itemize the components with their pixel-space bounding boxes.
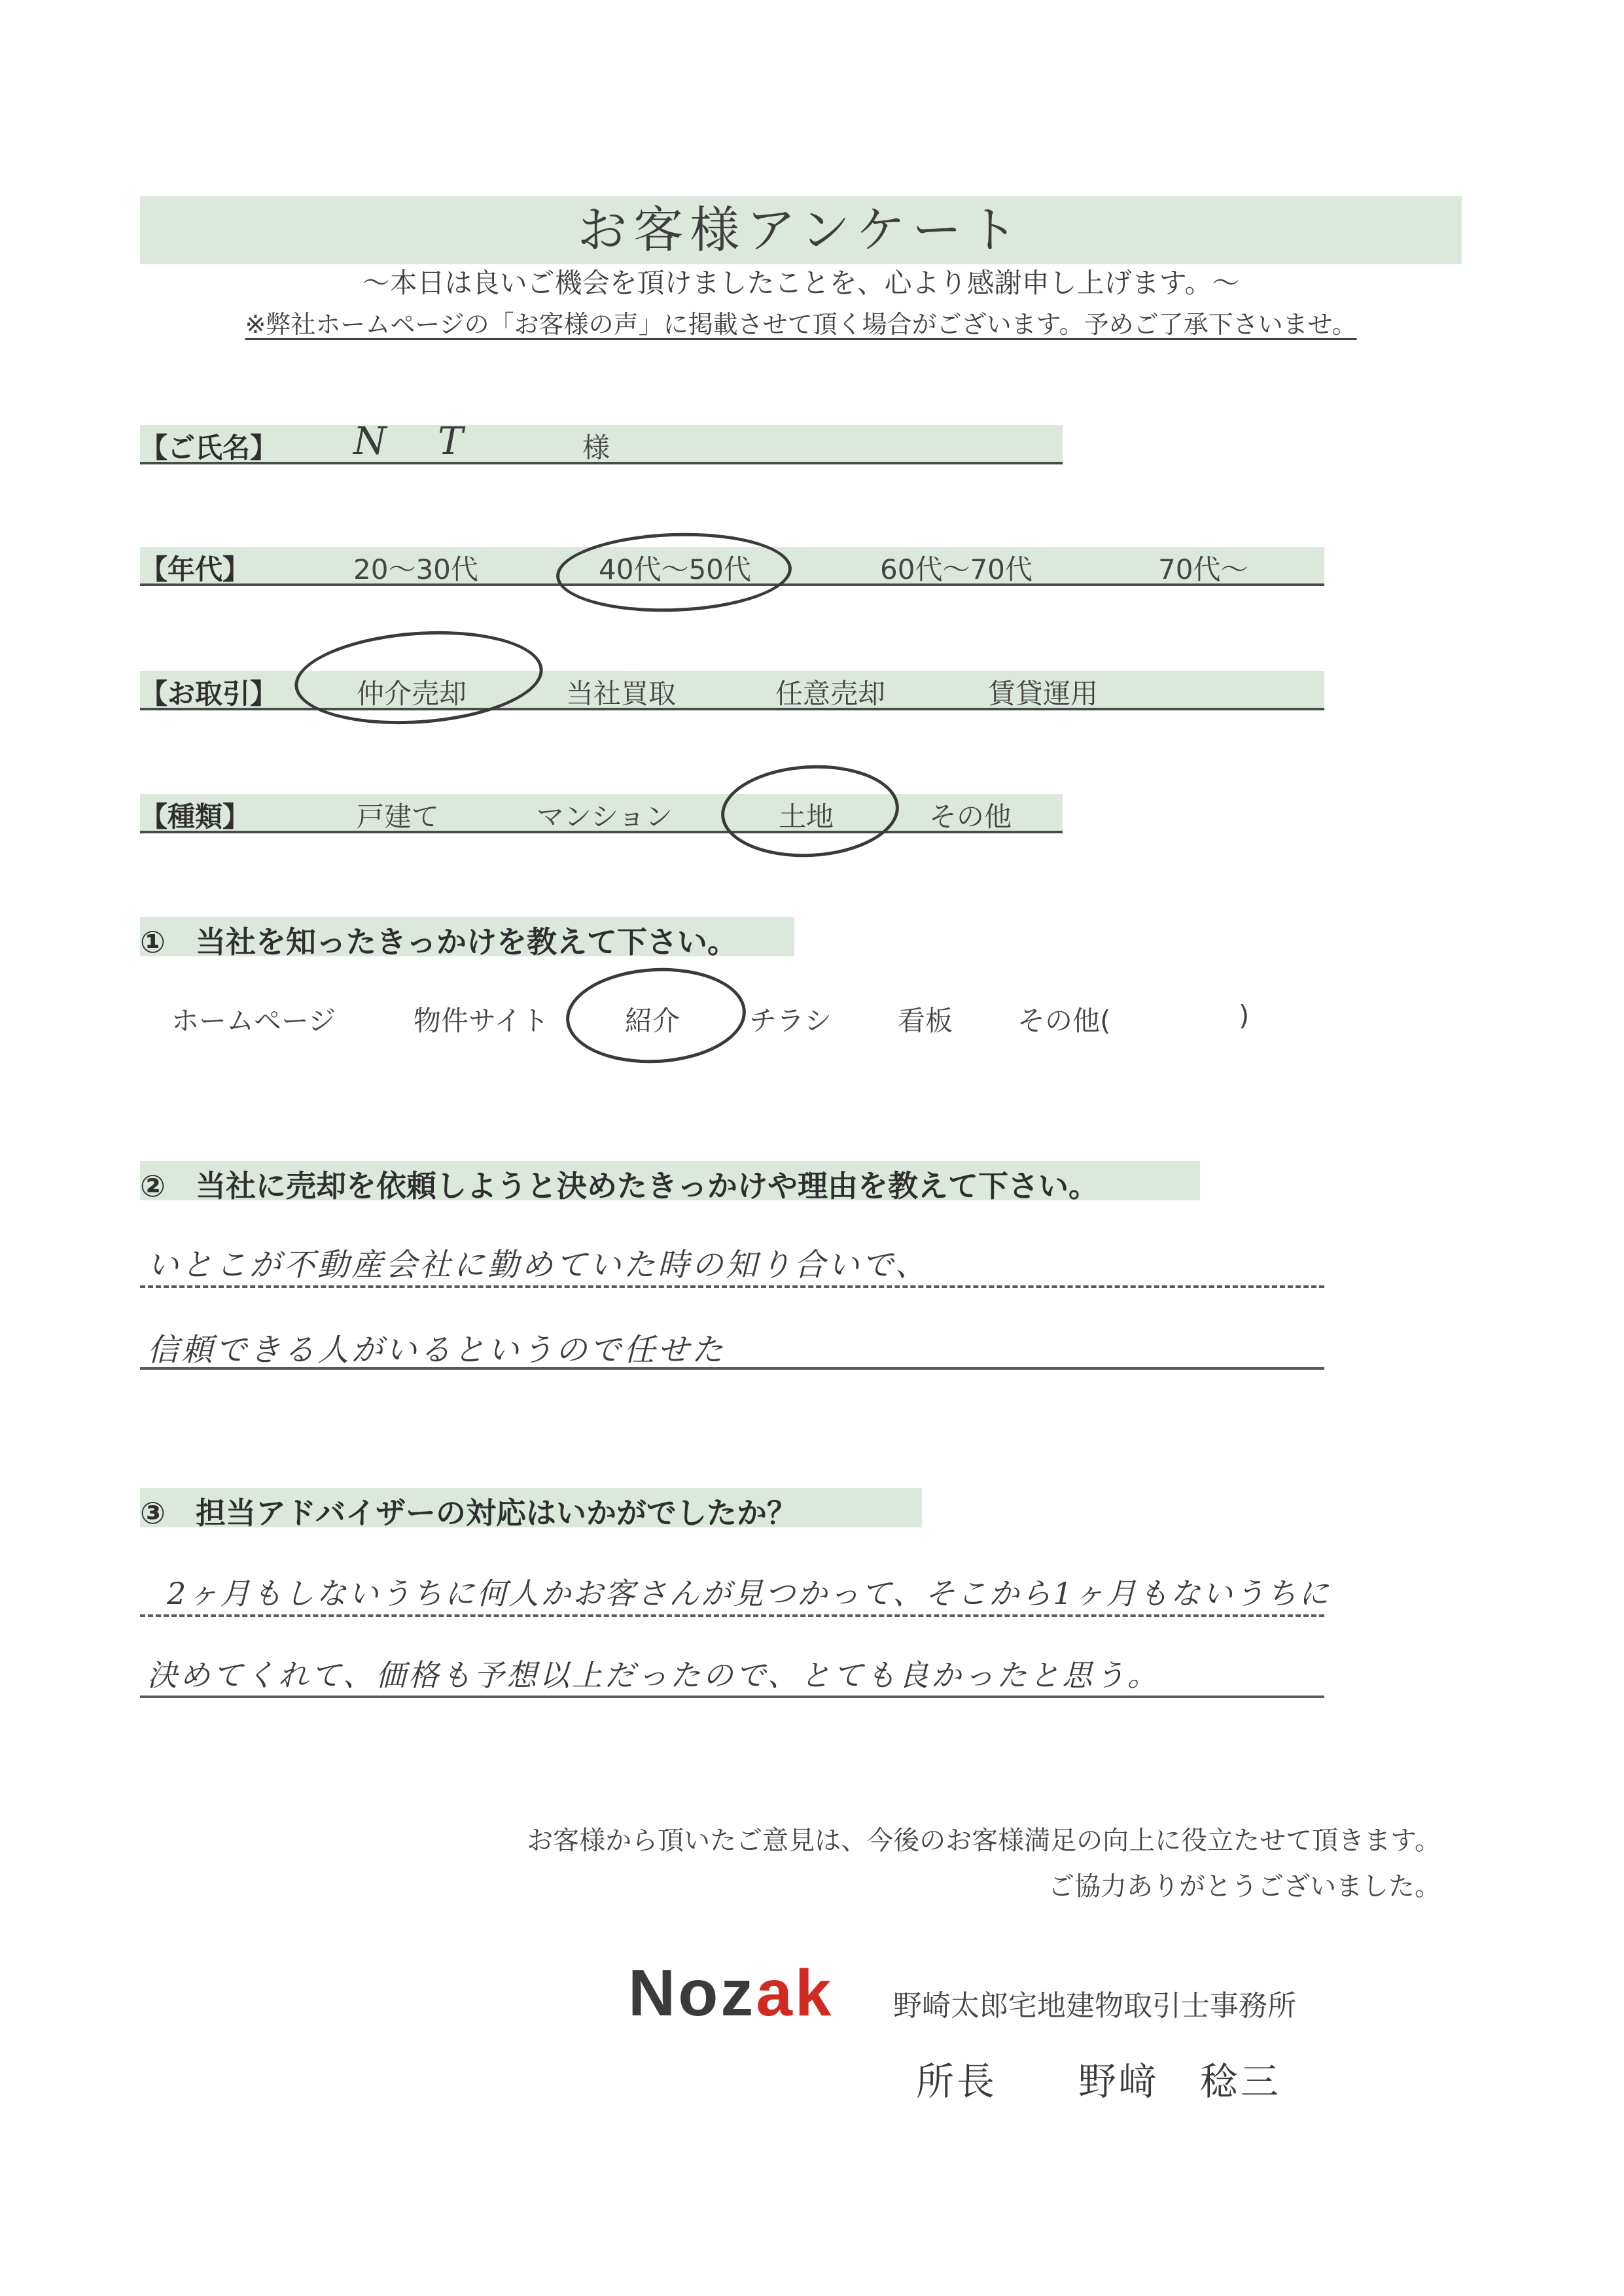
q1-option-portal-site[interactable]: 物件サイト bbox=[414, 1005, 550, 1037]
transaction-option-voluntary[interactable]: 任意売却 bbox=[775, 678, 886, 710]
thanks-line-1: お客様から頂いたご意見は、今後のお客様満足の向上に役立たせて頂きます。 bbox=[527, 1826, 1441, 1856]
age-option-40-50[interactable]: 40代〜50代 bbox=[599, 553, 751, 585]
name-value: N T bbox=[353, 419, 483, 463]
logo-text-main: Noz bbox=[628, 1957, 756, 2030]
q2-question: ② 当社に売却を依頼しようと決めたきっかけや理由を教えて下さい。 bbox=[140, 1168, 1099, 1204]
thanks-line-2: ご協力ありがとうございました。 bbox=[1048, 1871, 1441, 1902]
q2-answer-rule-2 bbox=[140, 1367, 1324, 1370]
q3-answer-rule-2 bbox=[140, 1696, 1324, 1698]
q1-option-other-close: ) bbox=[1239, 1000, 1250, 1032]
q3-answer-line-2: 決めてくれて、価格も予想以上だったので、とても良かったと思う。 bbox=[147, 1658, 1161, 1693]
publication-notice bbox=[140, 304, 1462, 340]
q1-selection-circle bbox=[563, 964, 748, 1068]
age-label: 【年代】 bbox=[140, 553, 251, 585]
nozak-logo bbox=[628, 1956, 834, 2031]
age-option-60-70[interactable]: 60代〜70代 bbox=[880, 553, 1033, 585]
transaction-option-buyout[interactable]: 当社買取 bbox=[566, 678, 677, 710]
type-option-mansion[interactable]: マンション bbox=[537, 801, 673, 833]
subtitle: 〜本日は良いご機会を頂けましたことを、心より感謝申し上げます。〜 bbox=[362, 267, 1240, 299]
q1-option-other[interactable]: その他( bbox=[1017, 1005, 1111, 1037]
transaction-selection-circle bbox=[292, 623, 546, 732]
q2-answer-line-2: 信頼できる人がいるというので任せた bbox=[147, 1332, 726, 1368]
type-option-land[interactable]: 土地 bbox=[779, 801, 834, 833]
q1-option-flyer[interactable]: チラシ bbox=[749, 1005, 832, 1037]
age-option-70-plus[interactable]: 70代〜 bbox=[1158, 553, 1248, 585]
type-option-other[interactable]: その他 bbox=[929, 801, 1012, 833]
q3-answer-line-1: 2ヶ月もしないうちに何人かお客さんが見つかって、そこから1ヶ月もないうちに bbox=[167, 1576, 1331, 1611]
type-option-house[interactable]: 戸建て bbox=[357, 801, 440, 833]
q1-option-signboard[interactable]: 看板 bbox=[898, 1005, 953, 1037]
logo-text-accent: ak bbox=[756, 1957, 834, 2030]
age-selection-circle bbox=[555, 529, 793, 616]
type-selection-circle bbox=[719, 761, 902, 861]
notice-text: ※弊社ホームページの「お客様の声」に掲載させて頂く場合がございます。予めご了承下さいませ。 bbox=[245, 310, 1357, 339]
q3-answer-rule-1 bbox=[140, 1614, 1324, 1617]
q2-answer-line-1: いとこが不動産会社に勤めていた時の知り合いで、 bbox=[147, 1247, 930, 1283]
q1-question: ① 当社を知ったきっかけを教えて下さい。 bbox=[140, 924, 737, 960]
q1-option-referral[interactable]: 紹介 bbox=[625, 1005, 680, 1037]
transaction-label: 【お取引】 bbox=[140, 678, 278, 710]
q2-answer-rule-1 bbox=[140, 1285, 1324, 1288]
q1-option-homepage[interactable]: ホームページ bbox=[171, 1005, 336, 1037]
type-label: 【種類】 bbox=[140, 801, 251, 833]
name-label: 【ご氏名】 bbox=[140, 432, 278, 464]
transaction-option-brokerage[interactable]: 仲介売却 bbox=[357, 678, 467, 710]
page-title: お客様アンケート bbox=[577, 201, 1025, 259]
q3-question: ③ 担当アドバイザーの対応はいかがでしたか？ bbox=[140, 1495, 798, 1531]
transaction-option-rental[interactable]: 賃貸運用 bbox=[988, 678, 1099, 710]
director-name: 所長 野﨑 稔三 bbox=[916, 2059, 1282, 2104]
age-option-20-30[interactable]: 20〜30代 bbox=[353, 553, 478, 585]
name-suffix: 様 bbox=[582, 432, 610, 464]
office-name: 野崎太郎宅地建物取引士事務所 bbox=[893, 1989, 1296, 2023]
